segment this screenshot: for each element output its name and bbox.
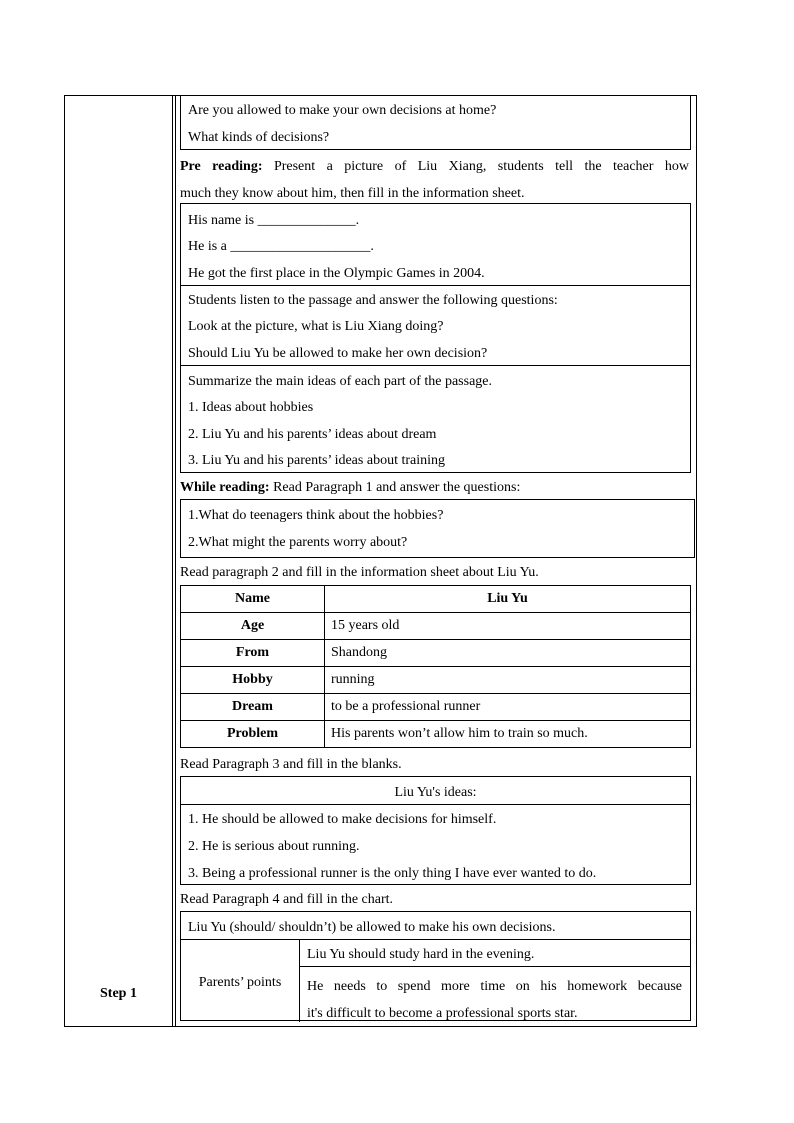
- row-key: Problem: [181, 721, 325, 748]
- while-reading-box: [180, 499, 695, 558]
- summary-item: 3. Liu Yu and his parents’ ideas about training: [188, 453, 445, 468]
- row-key: Age: [181, 613, 325, 640]
- ideas-box: [180, 776, 691, 885]
- decision-statement: Liu Yu (should/ shouldn’t) be allowed to make his own decisions.: [188, 920, 556, 935]
- fill-olympic-line: He got the first place in the Olympic Games in 2004.: [188, 266, 485, 281]
- fill-blank-name: His name is ______________.: [188, 213, 360, 228]
- parent-point-2-line2: it's difficult to become a professional sports star.: [307, 1006, 578, 1021]
- idea-item: 2. He is serious about running.: [188, 839, 360, 854]
- listen-title: Students listen to the passage and answer the following questions:: [188, 293, 558, 308]
- summary-title: Summarize the main ideas of each part of the passage.: [188, 374, 492, 389]
- pre-reading-box: [180, 203, 691, 473]
- row-key: Dream: [181, 694, 325, 721]
- pre-reading-label: Pre reading:: [180, 159, 263, 174]
- parent-point-2-line1: He needs to spend more time on his homework because: [307, 979, 682, 994]
- while-reading-instruction: Read Paragraph 1 and answer the questions:: [269, 480, 521, 495]
- summary-item: 2. Liu Yu and his parents’ ideas about dream: [188, 427, 437, 442]
- ideas-title: Liu Yu's ideas:: [394, 785, 477, 800]
- parents-points-label: Parents’ points: [198, 975, 282, 990]
- warmup-question-1: Are you allowed to make your own decisions at home?: [188, 103, 497, 118]
- parent-point-2: [307, 973, 682, 1027]
- table-row: [181, 694, 691, 721]
- warmup-box: [180, 95, 691, 150]
- listen-question-2: Should Liu Yu be allowed to make her own decision?: [188, 346, 488, 361]
- table-row: [181, 721, 691, 748]
- info-sheet-table: [180, 585, 691, 748]
- divider: [299, 966, 690, 967]
- idea-item: 3. Being a professional runner is the only thing I have ever wanted to do.: [188, 866, 597, 881]
- while-reading-label: While reading:: [180, 480, 270, 495]
- row-value: His parents won’t allow him to train so much.: [325, 721, 691, 748]
- divider: [299, 939, 300, 1022]
- step-label: Step 1: [100, 986, 137, 1001]
- row-value: running: [325, 667, 691, 694]
- header-liu-yu: Liu Yu: [325, 586, 691, 613]
- pre-reading-line2: much they know about him, then fill in the information sheet.: [180, 186, 525, 201]
- para3-instruction: Read Paragraph 3 and fill in the blanks.: [180, 757, 402, 772]
- row-value: 15 years old: [325, 613, 691, 640]
- warmup-question-2: What kinds of decisions?: [188, 130, 330, 145]
- para2-instruction: Read paragraph 2 and fill in the information sheet about Liu Yu.: [180, 565, 539, 580]
- divider: [181, 285, 690, 286]
- listen-question-1: Look at the picture, what is Liu Xiang doing?: [188, 319, 444, 334]
- divider: [181, 939, 690, 940]
- row-key: From: [181, 640, 325, 667]
- row-value: to be a professional runner: [325, 694, 691, 721]
- summary-item: 1. Ideas about hobbies: [188, 400, 314, 415]
- pre-reading-text: [180, 153, 689, 207]
- table-header-row: [181, 586, 691, 613]
- table-row: [181, 613, 691, 640]
- pre-reading-line1: Present a picture of Liu Xiang, students tell the teacher how: [262, 159, 689, 174]
- while-question-2: 2.What might the parents worry about?: [188, 535, 408, 550]
- parent-point-1: Liu Yu should study hard in the evening.: [307, 947, 535, 962]
- table-row: [181, 667, 691, 694]
- divider: [181, 365, 690, 366]
- while-reading-text: [180, 478, 520, 498]
- while-question-1: 1.What do teenagers think about the hobbies?: [188, 508, 444, 523]
- table-row: [181, 640, 691, 667]
- row-key: Hobby: [181, 667, 325, 694]
- row-value: Shandong: [325, 640, 691, 667]
- header-name: Name: [181, 586, 325, 613]
- para4-instruction: Read Paragraph 4 and fill in the chart.: [180, 892, 394, 907]
- divider: [181, 804, 690, 805]
- parents-points-box: [180, 911, 691, 1021]
- fill-blank-occupation: He is a ____________________.: [188, 239, 374, 254]
- column-divider: [172, 95, 176, 1027]
- idea-item: 1. He should be allowed to make decisions for himself.: [188, 812, 497, 827]
